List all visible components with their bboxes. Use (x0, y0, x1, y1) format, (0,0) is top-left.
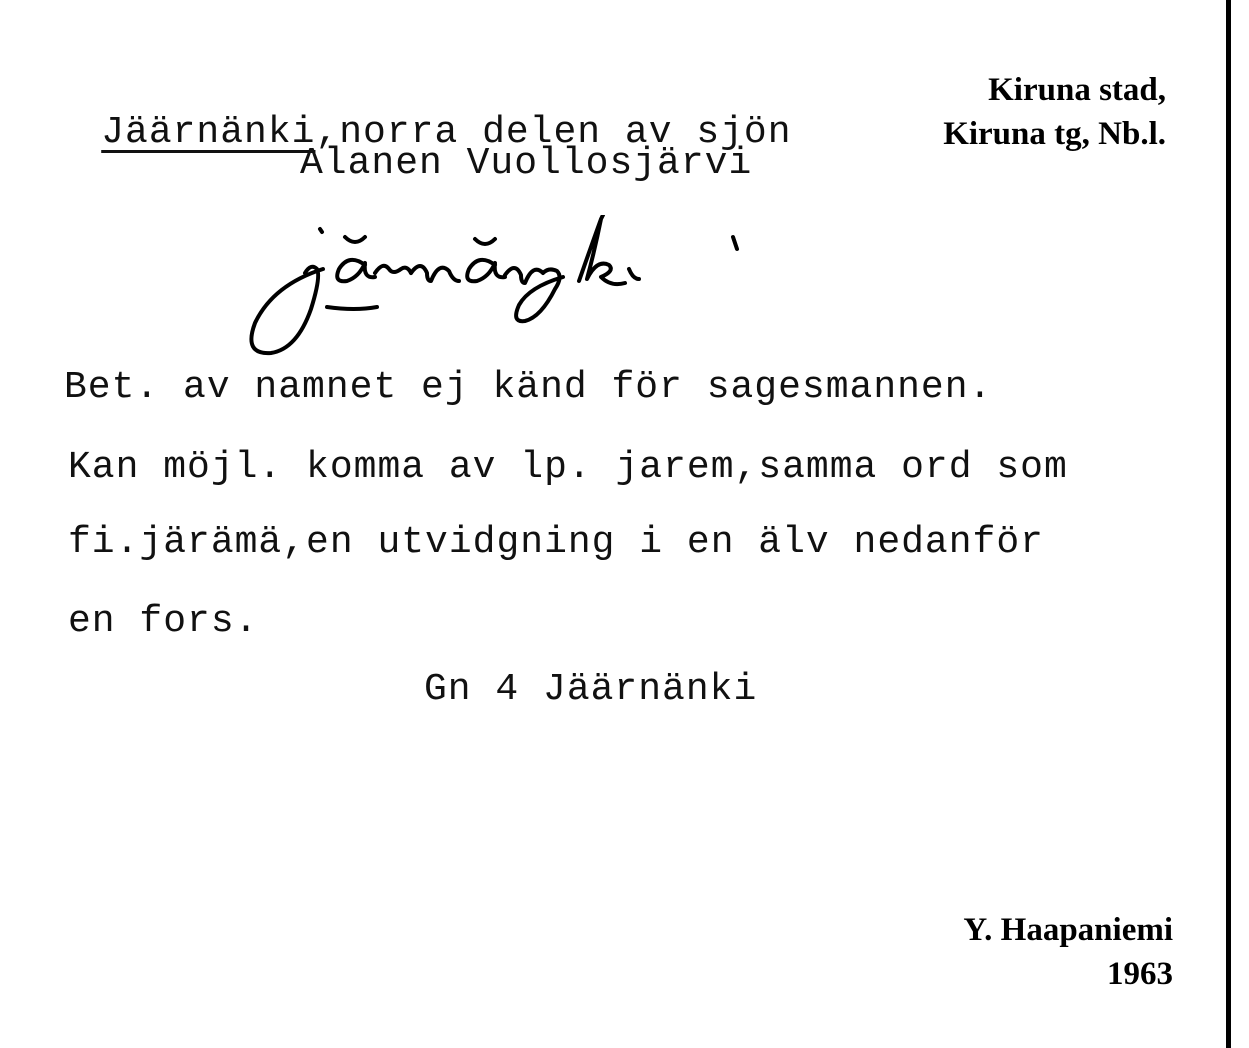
reference-line: Gn 4 Jäärnänki (424, 668, 758, 711)
card-edge-line (1226, 0, 1231, 1048)
body-line-3: fi.järämä,en utvidgning i en älv nedanför (68, 521, 1044, 564)
region-line-2: Kiruna tg, Nb.l. (943, 116, 1166, 152)
body-line-2: Kan möjl. komma av lp. jarem,samma ord som (68, 446, 1068, 489)
location-line: Alanen Vuollosjärvi (300, 142, 753, 185)
handwritten-form (225, 215, 765, 365)
region-line-1: Kiruna stad, (988, 72, 1166, 108)
body-line-4: en fors. (68, 600, 259, 643)
author-name: Y. Haapaniemi (963, 912, 1173, 948)
headword: Jäärnänki (101, 111, 316, 154)
body-line-1: Bet. av namnet ej känd för sagesmannen. (64, 366, 993, 409)
year: 1963 (1107, 956, 1173, 992)
heading-rest: ,norra delen av sjön (315, 111, 792, 154)
